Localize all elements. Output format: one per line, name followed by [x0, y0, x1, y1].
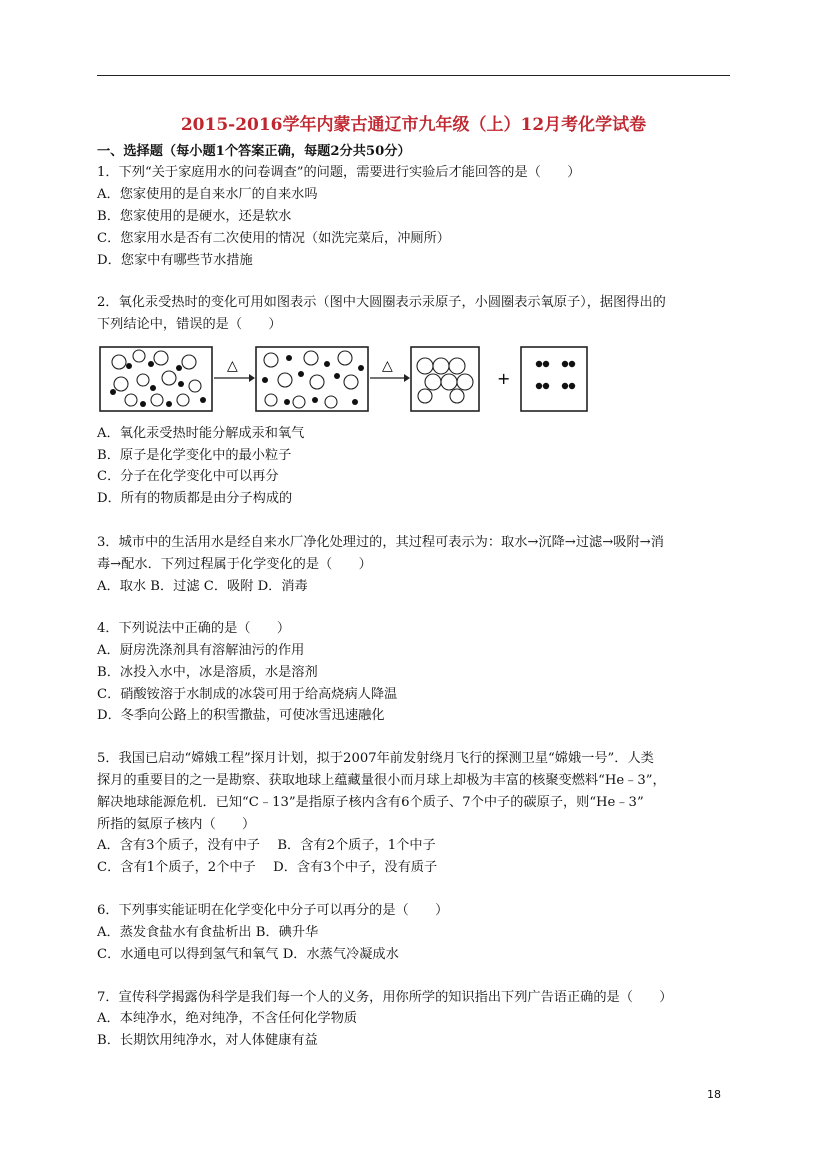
text-line: D．所有的物质都是由分子构成的	[97, 491, 293, 506]
top-rule	[97, 75, 730, 76]
text-line: B．原子是化学变化中的最小粒子	[97, 448, 292, 463]
text-line: 2．氧化汞受热时的变化可用如图表示（图中大圆圈表示汞原子，小圆圈表示氧原子），据图得出的	[97, 295, 666, 310]
text-line: D．您家中有哪些节水措施	[97, 253, 253, 268]
text-line: C．硝酸铵溶于水制成的冰袋可用于给高烧病人降温	[97, 687, 398, 702]
text-line: A．您家使用的是自来水厂的自来水吗	[97, 187, 318, 202]
text-line: D．冬季向公路上的积雪撒盐，可使冰雪迅速融化	[97, 708, 385, 723]
text-line: 5．我国已启动“嫦娥工程”探月计划，拟于2007年前发射绕月飞行的探测卫星“嫦娥一号”．人类	[97, 751, 654, 766]
text-line: A．氧化汞受热时能分解成汞和氧气	[97, 426, 305, 441]
text-line: 7．宣传科学揭露伪科学是我们每一个人的义务，用你所学的知识指出下列广告语正确的是（ ）	[97, 990, 673, 1005]
text-line: B．冰投入水中，冰是溶质，水是溶剂	[97, 665, 318, 680]
box-decomposing	[256, 347, 368, 411]
text-line: A．本纯净水，绝对纯净，不含任何化学物质	[97, 1011, 358, 1026]
mercury-oxide-figure	[99, 344, 679, 414]
text-line: C．您家用水是否有二次使用的情况（如洗完菜后，冲厕所）	[97, 231, 450, 246]
heat-symbol-2: △	[382, 358, 393, 374]
text-line: C．含有1个质子，2个中子 D．含有3个中子，没有质子	[97, 860, 438, 875]
text-line: 毒→配水．下列过程属于化学变化的是（ ）	[97, 557, 372, 572]
text-line: A．取水 B．过滤 C．吸附 D．消毒	[97, 579, 308, 594]
text-line: C．分子在化学变化中可以再分	[97, 469, 279, 484]
text-line: 下列结论中，错误的是（ ）	[97, 317, 282, 332]
text-line: 1．下列“关于家庭用水的问卷调查”的问题，需要进行实验后才能回答的是（ ）	[97, 165, 581, 180]
text-line: A．含有3个质子，没有中子 B．含有2个质子，1个中子	[97, 838, 436, 853]
box-oxygen	[521, 347, 587, 411]
text-line: 4．下列说法中正确的是（ ）	[97, 621, 291, 636]
text-line: A．蒸发食盐水有食盐析出 B．碘升华	[97, 925, 319, 940]
text-line: A．厨房洗涤剂具有溶解油污的作用	[97, 643, 305, 658]
section-heading: 一、选择题（每小题1个答案正确，每题2分共50分）	[97, 144, 411, 159]
page-number: 18	[707, 1088, 721, 1101]
text-line: 6．下列事实能证明在化学变化中分子可以再分的是（ ）	[97, 903, 449, 918]
text-line: C．水通电可以得到氢气和氧气 D．水蒸气冷凝成水	[97, 947, 399, 962]
text-line: 3．城市中的生活用水是经自来水厂净化处理过的，其过程可表示为：取水→沉降→过滤→吸附→消	[97, 535, 664, 550]
text-line: B．您家使用的是硬水，还是软水	[97, 209, 292, 224]
plus-sign: +	[497, 369, 511, 388]
text-line: 探月的重要目的之一是勘察、获取地球上蕴藏量很小而月球上却极为丰富的核聚变燃料“He﹣3”，	[97, 773, 666, 788]
page-title: 2015-2016学年内蒙古通辽市九年级（上）12月考化学试卷	[180, 115, 647, 135]
text-line: 所指的氦原子核内（ ）	[97, 817, 256, 832]
text-line: 解决地球能源危机．已知“C﹣13”是指原子核内含有6个质子、7个中子的碳原子，则“He﹣3”	[97, 795, 644, 810]
text-line: B．长期饮用纯净水，对人体健康有益	[97, 1033, 318, 1048]
heat-symbol: △	[227, 358, 238, 374]
